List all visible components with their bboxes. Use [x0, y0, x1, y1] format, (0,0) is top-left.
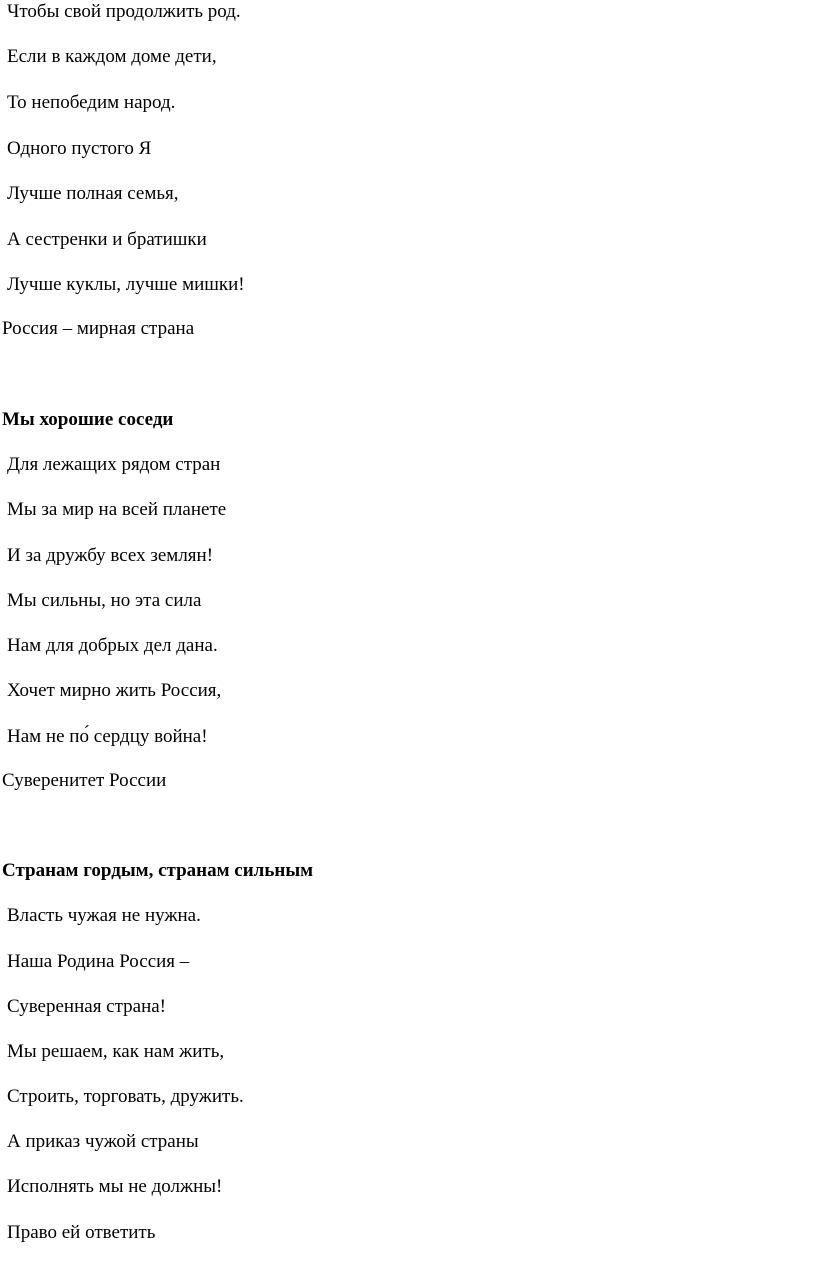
section-title: Россия – мирная страна	[2, 318, 195, 339]
poem-line: Нам для добрых дел дана.	[7, 635, 218, 656]
poem-line: Наша Родина Россия –	[7, 951, 190, 972]
stanza-heading: Странам гордым, странам сильным	[2, 860, 314, 881]
poem-line: Исполнять мы не должны!	[7, 1176, 223, 1197]
poem-line: Лучше полная семья,	[7, 183, 179, 204]
poem-line: Власть чужая не нужна.	[7, 905, 201, 926]
poem-line: И за дружбу всех землян!	[7, 545, 214, 566]
poem-line: А сестренки и братишки	[7, 229, 207, 250]
poem-line: Нам не по́ сердцу война!	[7, 726, 208, 747]
poem-line: Строить, торговать, дружить.	[7, 1086, 244, 1107]
poem-line: Суверенная страна!	[7, 996, 167, 1017]
poem-line: Мы решаем, как нам жить,	[7, 1041, 225, 1062]
poem-line: Мы сильны, но эта сила	[7, 590, 202, 611]
poem-line: Для лежащих рядом стран	[7, 454, 221, 475]
poem-line: А приказ чужой страны	[7, 1131, 199, 1152]
stanza-heading: Мы хорошие соседи	[2, 409, 174, 430]
section-title: Суверенитет России	[2, 770, 167, 791]
poem-line: Мы за мир на всей планете	[7, 499, 227, 520]
poem-line: Одного пустого Я	[7, 138, 152, 159]
poem-line: То непобедим народ.	[7, 92, 176, 113]
poem-line: Чтобы свой продолжить род.	[7, 1, 241, 22]
poem-line: Лучше куклы, лучше мишки!	[7, 274, 245, 295]
poem-line: Хочет мирно жить Россия,	[7, 680, 222, 701]
poem-line: Если в каждом доме дети,	[7, 46, 217, 67]
poem-line: Право ей ответить	[7, 1222, 156, 1243]
